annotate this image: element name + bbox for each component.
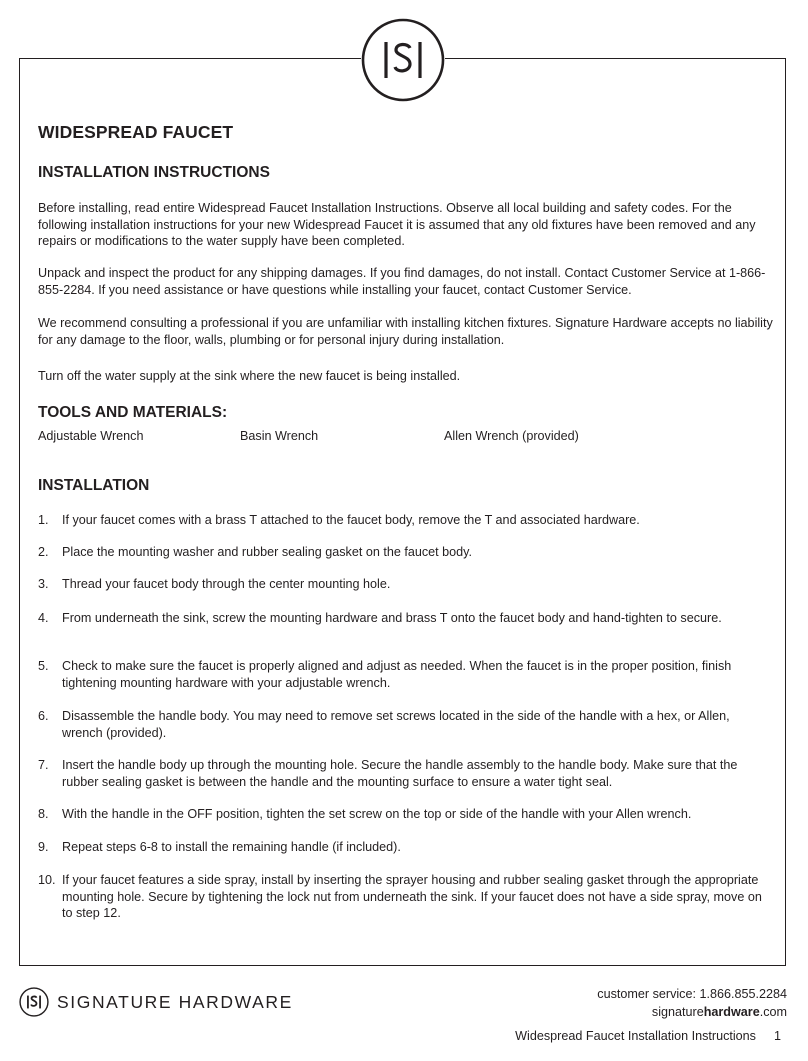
footer-brand: [19, 987, 309, 1017]
document-title: WIDESPREAD FAUCET: [38, 122, 234, 142]
installation-heading: INSTALLATION: [38, 477, 150, 494]
website-link[interactable]: signaturehardware.com: [651, 1005, 787, 1019]
brand-logo-icon: [19, 987, 49, 1017]
step-number: 7.: [38, 758, 49, 772]
intro-paragraph: Turn off the water supply at the sink where the new faucet is being installed.: [38, 369, 461, 383]
installation-step: [38, 757, 768, 790]
step-number: 9.: [38, 840, 49, 854]
brand-name: SIGNATURE HARDWARE: [57, 992, 293, 1012]
tool-item: Adjustable Wrench: [38, 429, 144, 443]
step-text: Check to make sure the faucet is properly aligned and adjust as needed. When the faucet is in the proper position, finish tightening mounting hardware with your adjustable wrench.: [62, 659, 732, 690]
intro-paragraph: We recommend consulting a professional if you are unfamiliar with installing kitchen fixtures. Signature Hardware accepts no liability for any damage to the floor, walls, plumbing or for personal injury during installation.: [38, 316, 773, 347]
installation-step: [38, 610, 768, 627]
installation-step: [38, 708, 768, 741]
step-number: 8.: [38, 807, 49, 821]
step-text: Place the mounting washer and rubber sealing gasket on the faucet body.: [62, 545, 473, 559]
step-text: If your faucet features a side spray, install by inserting the sprayer housing and rubber sealing gasket through the appropriate mounting hole. Secure by tightening the lock nut from underneath the sink. If your faucet does not have a side spray, move on to step 12.: [62, 873, 762, 920]
page-number: 1: [773, 1029, 781, 1043]
step-number: 4.: [38, 611, 49, 625]
page-footer: [515, 1029, 781, 1043]
tool-item: Basin Wrench: [240, 429, 319, 443]
tool-item: Allen Wrench (provided): [444, 429, 579, 443]
step-number: 6.: [38, 709, 49, 723]
step-text: Disassemble the handle body. You may need to remove set screws located in the side of the handle with a hex, or Allen, wrench (provided).: [62, 709, 730, 740]
installation-step: [38, 839, 768, 856]
step-number: 5.: [38, 659, 49, 673]
step-number: 2.: [38, 545, 49, 559]
intro-paragraph: Before installing, read entire Widespread Faucet Installation Instructions. Observe all local building and safety codes. For the following installation instructions for your new Widespread Faucet it is assumed that any old fixtures have been removed and any repairs or modifications to the water supply have been completed.: [38, 201, 756, 248]
brand-logo-icon: [361, 18, 445, 102]
step-text: From underneath the sink, screw the mounting hardware and brass T onto the faucet body and hand-tighten to secure.: [62, 611, 722, 625]
contact-info: [597, 985, 787, 1021]
step-number: 10.: [38, 873, 56, 887]
step-text: If your faucet comes with a brass T attached to the faucet body, remove the T and associated hardware.: [62, 513, 640, 527]
step-text: Insert the handle body up through the mounting hole. Secure the handle assembly to the handle body. Make sure that the rubber sealing gasket is between the handle and the mounting surface to ensure a water tight seal.: [62, 758, 738, 789]
footer-document-title: Widespread Faucet Installation Instructions: [515, 1029, 756, 1043]
step-text: Thread your faucet body through the center mounting hole.: [62, 577, 391, 591]
installation-step: [38, 576, 768, 593]
installation-step: [38, 872, 768, 922]
installation-step: [38, 658, 768, 691]
installation-step: [38, 512, 768, 529]
customer-service-phone: customer service: 1.866.855.2284: [597, 987, 787, 1001]
step-text: With the handle in the OFF position, tighten the set screw on the top or side of the handle with your Allen wrench.: [62, 807, 692, 821]
tools-heading: TOOLS AND MATERIALS:: [38, 404, 228, 421]
section-heading-installation-instructions: INSTALLATION INSTRUCTIONS: [38, 164, 270, 181]
step-text: Repeat steps 6-8 to install the remaining handle (if included).: [62, 840, 401, 854]
installation-step: [38, 544, 768, 561]
step-number: 1.: [38, 513, 49, 527]
installation-step: [38, 806, 768, 823]
intro-paragraph: Unpack and inspect the product for any shipping damages. If you find damages, do not install. Contact Customer Service at 1-866-855-2284. If you need assistance or have questions while installing your faucet, contact Customer Service.: [38, 266, 766, 297]
step-number: 3.: [38, 577, 49, 591]
